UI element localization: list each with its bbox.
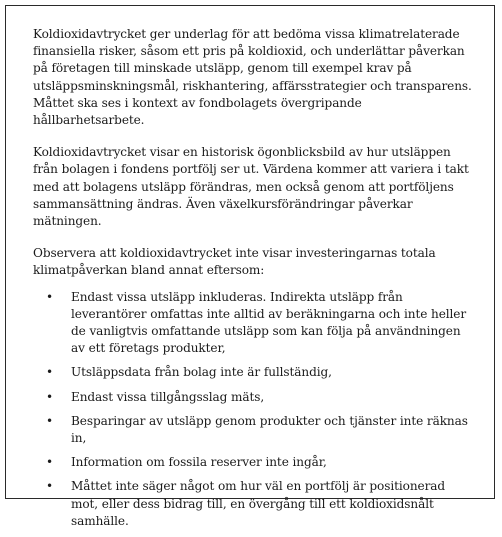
list-item-text: Måttet inte säger något om hur väl en portfölj är positionerad mot, eller dess bidrag till, en övergång till ett koldioxidsnålt samhälle. [71,479,446,528]
list-item [33,289,473,358]
bullet-icon: • [46,289,54,304]
list-item [33,478,473,530]
paragraph-carbon-footprint-purpose: Koldioxidavtrycket ger underlag för att bedöma vissa klimatrelaterade finansiella risker, såsom ett pris på koldioxid, och underlättar påverkan på företagen till minskade utsläpp, genom till exempel krav på utsläppsminskningsmål, riskhantering, affärsstrategier och transparens. Måttet ska ses i kontext av fondbolagets övergripande hållbarhetsarbete. [33,27,472,128]
bullet-icon: • [46,413,54,428]
list-item-text: Besparingar av utsläpp genom produkter och tjänster inte räknas in, [71,413,468,446]
list-item [33,413,473,447]
list-item [33,364,473,381]
list-item-text: Endast vissa tillgångsslag mäts, [71,389,265,404]
bullet-icon: • [46,479,54,494]
bullet-icon: • [46,365,54,380]
list-item [33,389,473,406]
bullet-icon: • [46,455,54,470]
bullet-icon: • [46,389,54,404]
paragraph-historical-snapshot: Koldioxidavtrycket visar en historisk ögonblicksbild av hur utsläppen från bolagen i fondens portfölj ser ut. Värdena kommer att variera i takt med att bolagens utsläpp förändras, men också genom att portföljens sammansättning ändras. Även växelkursförändringar påverkar mätningen. [33,145,469,229]
limitations-list [33,289,473,530]
document-body [33,26,473,537]
list-item-text: Endast vissa utsläpp inkluderas. Indirekta utsläpp från leverantörer omfattas inte alltid av beräkningarna och inte heller de vanligtvis omfattande utsläpp som kan följa på användningen av ett företags produkter, [71,289,467,356]
list-item [33,454,473,471]
paragraph-limitations-intro: Observera att koldioxidavtrycket inte visar investeringarnas totala klimatpåverkan bland annat eftersom: [33,246,436,278]
list-item-text: Information om fossila reserver inte ingår, [71,455,327,470]
list-item-text: Utsläppsdata från bolag inte är fullständig, [71,365,332,380]
